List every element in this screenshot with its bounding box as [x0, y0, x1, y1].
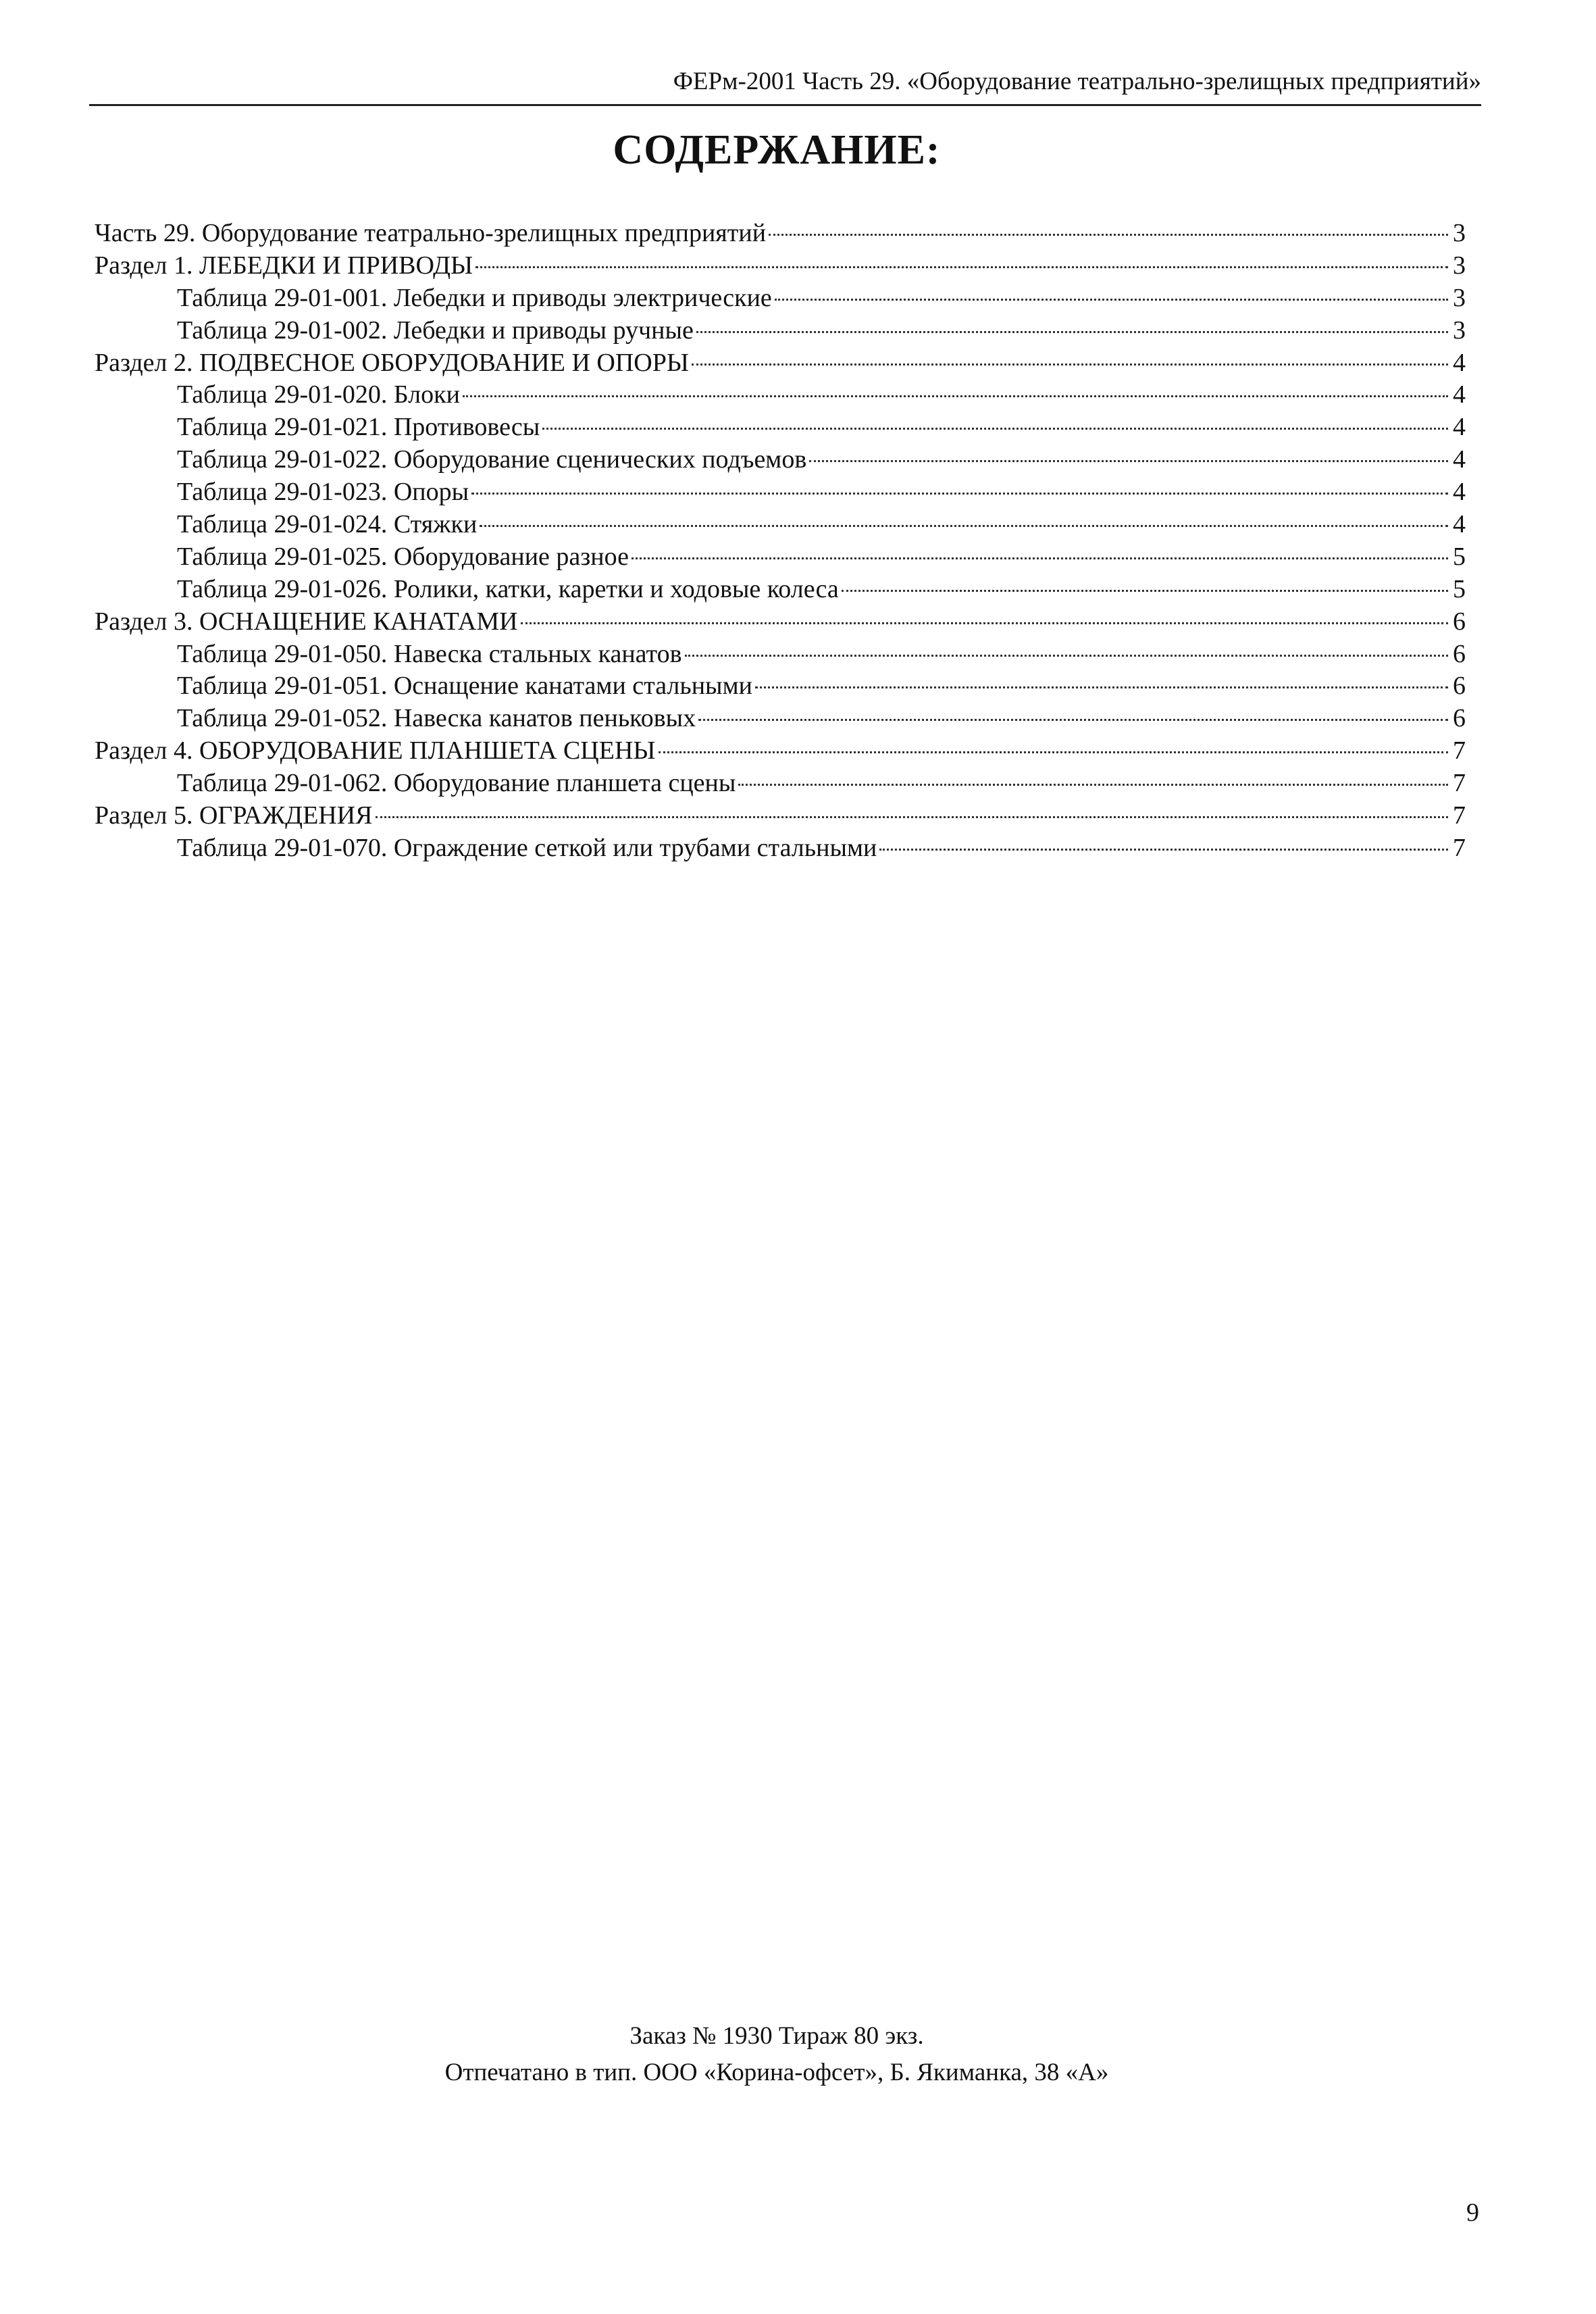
toc-entry-page: 3	[1453, 283, 1466, 312]
toc-entry-page: 6	[1453, 672, 1466, 701]
toc-dot-leader	[659, 751, 1448, 753]
toc-entry-page: 6	[1453, 639, 1466, 668]
toc-entry-page: 5	[1453, 542, 1466, 571]
toc-entry-page: 4	[1453, 510, 1466, 539]
toc-dot-leader	[685, 655, 1448, 657]
toc-entry-label: Часть 29. Оборудование театрально-зрелищных предприятий	[95, 219, 767, 247]
toc-dot-leader	[755, 686, 1448, 688]
toc-dot-leader	[698, 719, 1448, 721]
toc-dot-leader	[480, 525, 1448, 527]
toc-dot-leader	[521, 622, 1448, 624]
printer-imprint: Отпечатано в тип. ООО «Корина-офсет», Б. Якиманка, 38 «А»	[444, 2059, 1109, 2086]
toc-entry-label: Раздел 3. ОСНАЩЕНИЕ КАНАТАМИ	[95, 607, 518, 636]
toc-entry-section-1[interactable]	[95, 250, 1466, 282]
toc-entry-label: Таблица 29-01-052. Навеска канатов пеньковых	[177, 704, 696, 733]
toc-entry-part-29[interactable]	[95, 218, 1466, 250]
page-number: 9	[1466, 2198, 1479, 2227]
toc-dot-leader	[775, 299, 1448, 301]
toc-entry-label: Таблица 29-01-050. Навеска стальных канатов	[177, 639, 682, 668]
toc-entry-page: 6	[1453, 607, 1466, 636]
toc-entry-table-29-01-001[interactable]	[95, 282, 1466, 315]
toc-dot-leader	[696, 331, 1448, 333]
toc-entry-table-29-01-051[interactable]	[95, 670, 1466, 703]
toc-entry-label: Таблица 29-01-062. Оборудование планшета сцены	[177, 769, 736, 798]
toc-entry-page: 4	[1453, 478, 1466, 507]
toc-entry-page: 7	[1453, 801, 1466, 830]
toc-dot-leader	[692, 363, 1448, 366]
toc-entry-section-3[interactable]	[95, 606, 1466, 638]
toc-entry-section-4[interactable]	[95, 735, 1466, 768]
toc-entry-label: Таблица 29-01-025. Оборудование разное	[177, 542, 629, 571]
toc-dot-leader	[632, 557, 1448, 559]
toc-entry-page: 5	[1453, 574, 1466, 603]
toc-entry-page: 4	[1453, 445, 1466, 474]
toc-entry-section-2[interactable]	[95, 347, 1466, 380]
toc-entry-page: 4	[1453, 380, 1466, 409]
toc-entry-label: Таблица 29-01-051. Оснащение канатами стальными	[177, 672, 752, 701]
toc-entry-table-29-01-002[interactable]	[95, 315, 1466, 347]
toc-entry-table-29-01-024[interactable]	[95, 509, 1466, 541]
toc-entry-label: Таблица 29-01-001. Лебедки и приводы электрические	[177, 283, 772, 312]
toc-dot-leader	[471, 493, 1448, 495]
toc-dot-leader	[376, 816, 1448, 818]
toc-entry-label: Таблица 29-01-024. Стяжки	[177, 510, 478, 539]
order-imprint: Заказ № 1930 Тираж 80 экз.	[629, 2022, 924, 2050]
toc-entry-table-29-01-026[interactable]	[95, 574, 1466, 606]
toc-entry-table-29-01-022[interactable]	[95, 444, 1466, 476]
toc-entry-label: Раздел 4. ОБОРУДОВАНИЕ ПЛАНШЕТА СЦЕНЫ	[95, 736, 656, 765]
toc-entry-page: 4	[1453, 348, 1466, 377]
toc-entry-label: Таблица 29-01-023. Опоры	[177, 478, 469, 507]
toc-dot-leader	[542, 428, 1448, 430]
toc-dot-leader	[879, 849, 1448, 851]
toc-entry-label: Таблица 29-01-022. Оборудование сценических подъемов	[177, 445, 807, 474]
toc-entry-table-29-01-050[interactable]	[95, 638, 1466, 671]
toc-dot-leader	[463, 395, 1448, 397]
running-header	[89, 65, 1481, 106]
toc-entry-page: 6	[1453, 704, 1466, 733]
table-of-contents	[95, 218, 1466, 865]
toc-entry-page: 3	[1453, 316, 1466, 345]
toc-entry-label: Раздел 2. ПОДВЕСНОЕ ОБОРУДОВАНИЕ И ОПОРЫ	[95, 348, 689, 377]
toc-entry-label: Таблица 29-01-002. Лебедки и приводы ручные	[177, 316, 694, 345]
toc-entry-label: Раздел 5. ОГРАЖДЕНИЯ	[95, 801, 373, 830]
toc-entry-table-29-01-070[interactable]	[95, 832, 1466, 865]
toc-entry-table-29-01-025[interactable]	[95, 541, 1466, 574]
toc-entry-page: 3	[1453, 251, 1466, 280]
toc-entry-section-5[interactable]	[95, 800, 1466, 832]
running-header-text: ФЕРм-2001 Часть 29. «Оборудование театрально-зрелищных предприятий»	[673, 68, 1481, 95]
toc-dot-leader	[769, 234, 1448, 236]
toc-entry-label: Раздел 1. ЛЕБЕДКИ И ПРИВОДЫ	[95, 251, 473, 280]
toc-entry-label: Таблица 29-01-026. Ролики, катки, каретки и ходовые колеса	[177, 574, 839, 603]
page-title: СОДЕРЖАНИЕ:	[613, 127, 941, 173]
toc-entry-label: Таблица 29-01-020. Блоки	[177, 380, 460, 409]
toc-entry-page: 7	[1453, 736, 1466, 765]
toc-entry-table-29-01-023[interactable]	[95, 476, 1466, 509]
toc-dot-leader	[475, 266, 1448, 268]
toc-entry-page: 7	[1453, 833, 1466, 862]
toc-entry-table-29-01-052[interactable]	[95, 703, 1466, 735]
toc-entry-table-29-01-021[interactable]	[95, 411, 1466, 444]
toc-entry-label: Таблица 29-01-021. Противовесы	[177, 413, 540, 442]
toc-entry-table-29-01-062[interactable]	[95, 768, 1466, 800]
toc-dot-leader	[809, 460, 1448, 462]
toc-dot-leader	[842, 590, 1448, 592]
toc-entry-page: 4	[1453, 413, 1466, 442]
toc-entry-table-29-01-020[interactable]	[95, 379, 1466, 411]
toc-entry-page: 7	[1453, 769, 1466, 798]
toc-entry-label: Таблица 29-01-070. Ограждение сеткой или трубами стальными	[177, 833, 877, 862]
toc-entry-page: 3	[1453, 219, 1466, 247]
toc-dot-leader	[738, 784, 1448, 786]
